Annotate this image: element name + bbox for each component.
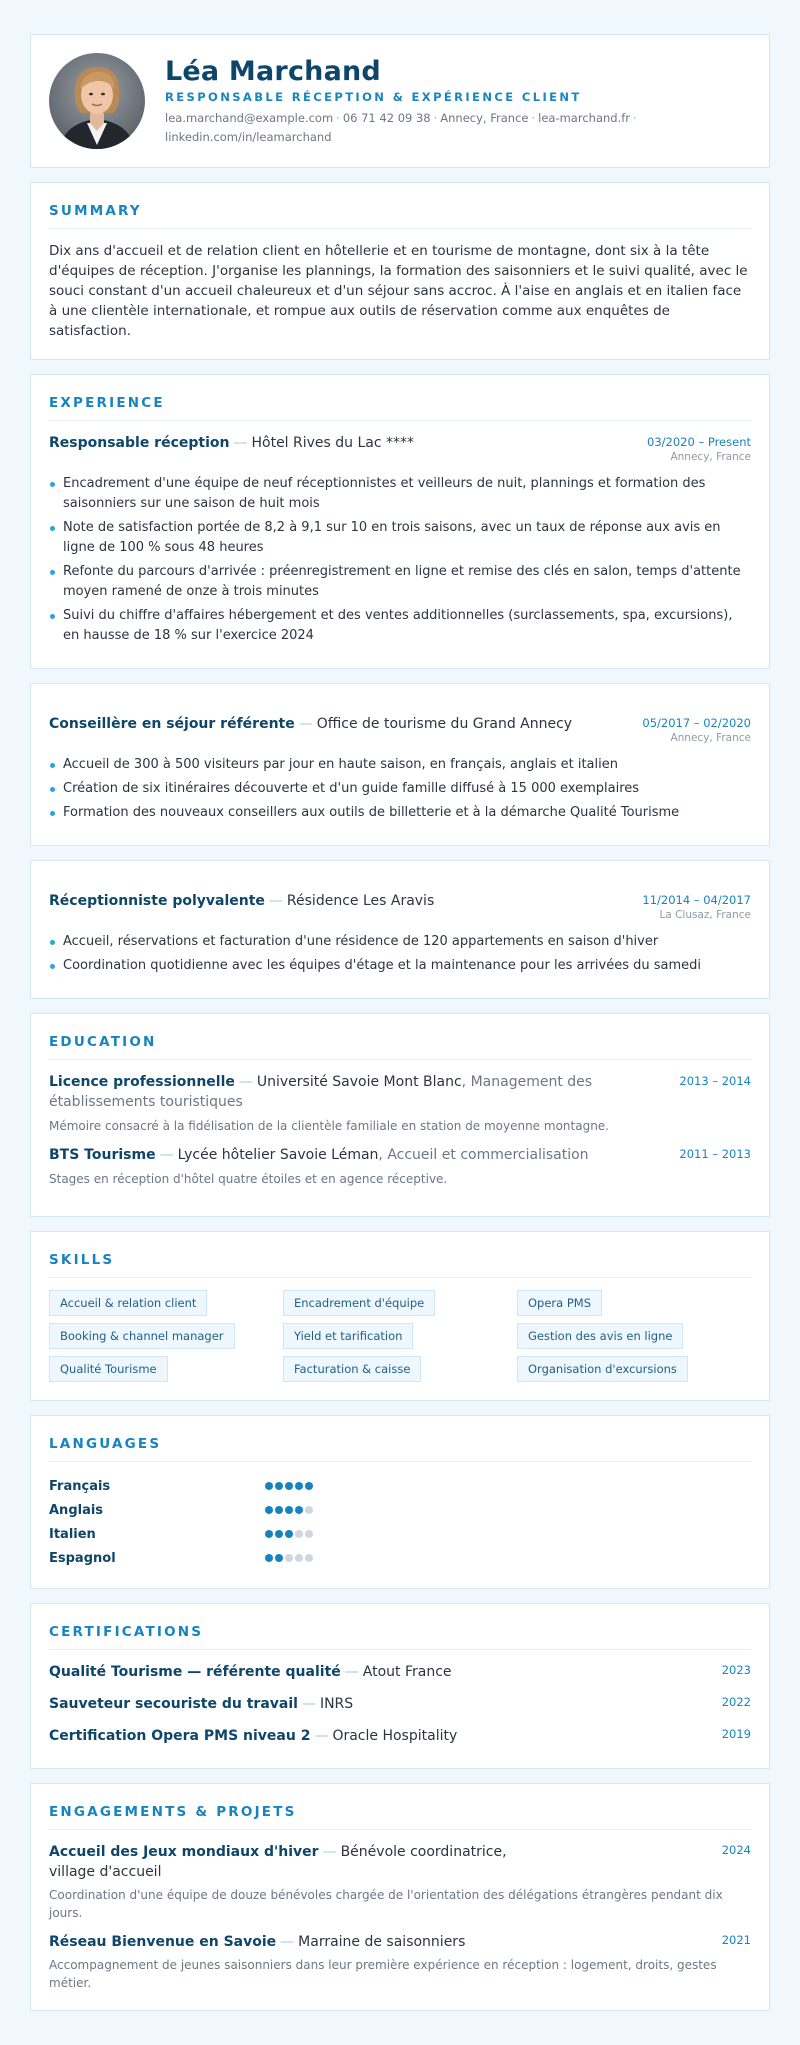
bullet-item: Refonte du parcours d'arrivée : préenregistrement en ligne et remise des clés en salon, temps d'attente moyen ramené de onze à trois minutes bbox=[49, 562, 751, 602]
certification-year: 2022 bbox=[721, 1695, 751, 1709]
level-dot-filled bbox=[265, 1506, 273, 1514]
certification-title-line bbox=[49, 1694, 353, 1714]
certification-title-line bbox=[49, 1726, 457, 1746]
bullet-item: Accueil de 300 à 500 visiteurs par jour en haute saison, en français, anglais et italien bbox=[49, 755, 751, 775]
person-name: Léa Marchand bbox=[165, 56, 381, 87]
education-note: Stages en réception d'hôtel quatre étoiles et en agence réceptive. bbox=[49, 1172, 448, 1186]
skills-section bbox=[30, 1231, 770, 1401]
skill-chip: Opera PMS bbox=[517, 1290, 602, 1316]
company-name: Hôtel Rives du Lac **** bbox=[251, 435, 415, 451]
project-name: Accueil des Jeux mondiaux d'hiver bbox=[49, 1844, 319, 1860]
education-head bbox=[49, 1072, 751, 1112]
avatar bbox=[49, 53, 145, 149]
project-name: Réseau Bienvenue en Savoie bbox=[49, 1934, 277, 1950]
language-row bbox=[49, 1522, 751, 1546]
bullet-item: Encadrement d'une équipe de neuf réceptionnistes et veilleurs de nuit, plannings et formation des saisonniers sur une saison de huit mois bbox=[49, 474, 751, 514]
project-note: Coordination d'une équipe de douze bénévoles chargée de l'orientation des délégations étrangères pendant dix jours. bbox=[49, 1888, 723, 1920]
skill-chip: Encadrement d'équipe bbox=[283, 1290, 435, 1316]
certification-issuer: INRS bbox=[319, 1696, 354, 1712]
section-title: EDUCATION bbox=[49, 1034, 751, 1060]
job-meta bbox=[642, 891, 751, 923]
certification-entry bbox=[49, 1662, 751, 1694]
job-meta bbox=[642, 714, 751, 746]
certification-name: Qualité Tourisme — référente qualité bbox=[49, 1664, 341, 1680]
education-entry bbox=[49, 1145, 751, 1188]
job-meta bbox=[647, 433, 751, 465]
education-section bbox=[30, 1013, 770, 1217]
experience-section bbox=[30, 374, 770, 669]
project-title-line bbox=[49, 1842, 549, 1882]
degree-name: BTS Tourisme bbox=[49, 1147, 156, 1163]
language-list bbox=[49, 1474, 751, 1570]
job-dates: 03/2020 – Present bbox=[647, 435, 751, 449]
field-of-study: Accueil et commercialisation bbox=[387, 1147, 589, 1163]
degree-name: Licence professionnelle bbox=[49, 1074, 235, 1090]
bullet-item: Formation des nouveaux conseillers aux outils de billetterie et à la démarche Qualité Tourisme bbox=[49, 803, 751, 823]
language-row bbox=[49, 1474, 751, 1498]
experience-card bbox=[30, 683, 770, 846]
section-title: CERTIFICATIONS bbox=[49, 1624, 751, 1650]
portrait-photo bbox=[49, 53, 145, 149]
language-name: Français bbox=[49, 1478, 111, 1494]
project-head bbox=[49, 1932, 751, 1952]
level-dot-filled bbox=[265, 1554, 273, 1562]
job-location: Annecy, France bbox=[670, 451, 751, 463]
project-entry bbox=[49, 1842, 751, 1922]
linkedin-link[interactable]: linkedin.com/in/leamarchand bbox=[165, 130, 332, 144]
school-name: Lycée hôtelier Savoie Léman bbox=[177, 1147, 379, 1163]
separator: — bbox=[298, 716, 313, 732]
separator: — bbox=[159, 1147, 174, 1163]
job-title-line bbox=[49, 714, 572, 734]
education-head bbox=[49, 1145, 751, 1165]
education-title-line bbox=[49, 1072, 609, 1112]
language-row bbox=[49, 1546, 751, 1570]
summary-text: Dix ans d'accueil et de relation client en hôtellerie et en tourisme de montagne, dont six à la tête d'équipes de réception. J'organise les plannings, la formation des saisonniers et le suivi qualité, avec le souci constant d'un accueil chaleureux et d'un séjour sans accroc. À l'aise en anglais et en italien face à une clientèle internationale, et rompue aux outils de réservation comme aux enquêtes de satisfaction. bbox=[49, 243, 748, 339]
job-bullets bbox=[49, 755, 751, 823]
project-title-line bbox=[49, 1932, 549, 1952]
education-title-line bbox=[49, 1145, 609, 1165]
section-title: EXPERIENCE bbox=[49, 395, 751, 421]
skills-grid bbox=[49, 1290, 751, 1382]
level-dot-empty bbox=[295, 1530, 303, 1538]
certification-entry bbox=[49, 1694, 751, 1726]
job-title: Responsable réception bbox=[49, 435, 230, 451]
job-location: La Clusaz, France bbox=[659, 909, 751, 921]
job-location: Annecy, France bbox=[670, 732, 751, 744]
project-year: 2021 bbox=[721, 1933, 751, 1947]
level-dot-filled bbox=[295, 1482, 303, 1490]
separator: · bbox=[433, 111, 438, 125]
separator: — bbox=[322, 1844, 337, 1860]
job-bullets bbox=[49, 932, 751, 976]
location: Annecy, France bbox=[440, 111, 529, 125]
separator: · bbox=[531, 111, 536, 125]
job-role: RESPONSABLE RÉCEPTION & EXPÉRIENCE CLIENT bbox=[165, 90, 582, 104]
certification-year: 2023 bbox=[721, 1663, 751, 1677]
job-entry bbox=[49, 714, 751, 746]
skill-chip: Accueil & relation client bbox=[49, 1290, 207, 1316]
skill-chip: Yield et tarification bbox=[283, 1323, 413, 1349]
level-dot-filled bbox=[285, 1482, 293, 1490]
job-dates: 11/2014 – 04/2017 bbox=[642, 893, 751, 907]
skill-chip: Gestion des avis en ligne bbox=[517, 1323, 683, 1349]
language-name: Anglais bbox=[49, 1502, 104, 1518]
certification-issuer: Oracle Hospitality bbox=[332, 1728, 458, 1744]
level-dot-filled bbox=[285, 1530, 293, 1538]
level-dot-filled bbox=[275, 1554, 283, 1562]
school-name: Université Savoie Mont Blanc bbox=[256, 1074, 462, 1090]
job-title-line bbox=[49, 433, 414, 453]
project-role: Bénévole coordinatrice, village d'accueil bbox=[49, 1844, 507, 1880]
company-name: Office de tourisme du Grand Annecy bbox=[316, 716, 573, 732]
website-link[interactable]: lea-marchand.fr bbox=[538, 111, 631, 125]
certification-title-line bbox=[49, 1662, 452, 1682]
level-dot-filled bbox=[275, 1482, 283, 1490]
level-dot-filled bbox=[275, 1506, 283, 1514]
job-title: Réceptionniste polyvalente bbox=[49, 893, 265, 909]
skill-chip: Organisation d'excursions bbox=[517, 1356, 688, 1382]
level-dot-empty bbox=[295, 1554, 303, 1562]
job-bullets bbox=[49, 474, 751, 646]
section-title: SKILLS bbox=[49, 1252, 751, 1278]
language-level-dots bbox=[265, 1506, 315, 1514]
language-level-dots bbox=[265, 1530, 315, 1538]
experience-card bbox=[30, 860, 770, 999]
section-title: ENGAGEMENTS & PROJETS bbox=[49, 1804, 751, 1830]
separator: — bbox=[344, 1664, 359, 1680]
job-entry bbox=[49, 891, 751, 923]
level-dot-empty bbox=[305, 1530, 313, 1538]
language-name: Italien bbox=[49, 1526, 96, 1542]
profile-header bbox=[30, 34, 770, 168]
language-level-dots bbox=[265, 1482, 315, 1490]
certification-issuer: Atout France bbox=[362, 1664, 452, 1680]
certification-name: Certification Opera PMS niveau 2 bbox=[49, 1728, 311, 1744]
bullet-item: Accueil, réservations et facturation d'une résidence de 120 appartements en saison d'hiver bbox=[49, 932, 751, 952]
certification-entry bbox=[49, 1726, 751, 1750]
comma: , bbox=[461, 1074, 471, 1090]
bullet-item: Coordination quotidienne avec les équipes d'étage et la maintenance pour les arrivées du samedi bbox=[49, 956, 751, 976]
education-meta bbox=[679, 1145, 751, 1162]
skill-chip: Booking & channel manager bbox=[49, 1323, 235, 1349]
email-link[interactable]: lea.marchand@example.com bbox=[165, 111, 334, 125]
summary-section bbox=[30, 182, 770, 360]
section-title: LANGUAGES bbox=[49, 1436, 751, 1462]
certification-name: Sauveteur secouriste du travail bbox=[49, 1696, 298, 1712]
phone-number[interactable]: 06 71 42 09 38 bbox=[342, 111, 431, 125]
level-dot-empty bbox=[305, 1554, 313, 1562]
separator: — bbox=[301, 1696, 316, 1712]
language-level-dots bbox=[265, 1554, 315, 1562]
level-dot-filled bbox=[295, 1506, 303, 1514]
education-note: Mémoire consacré à la fidélisation de la clientèle familiale en station de moyenne montagne. bbox=[49, 1119, 609, 1133]
education-meta bbox=[679, 1072, 751, 1089]
level-dot-empty bbox=[305, 1506, 313, 1514]
project-head bbox=[49, 1842, 751, 1882]
level-dot-filled bbox=[265, 1530, 273, 1538]
project-note: Accompagnement de jeunes saisonniers dans leur première expérience en réception : logement, droits, gestes métier. bbox=[49, 1958, 717, 1990]
project-role: Marraine de saisonniers bbox=[298, 1934, 466, 1950]
job-title-line bbox=[49, 891, 434, 911]
level-dot-filled bbox=[305, 1482, 313, 1490]
languages-section bbox=[30, 1415, 770, 1589]
separator: — bbox=[233, 435, 248, 451]
language-name: Espagnol bbox=[49, 1550, 116, 1566]
project-year: 2024 bbox=[721, 1843, 751, 1857]
bullet-item: Suivi du chiffre d'affaires hébergement et des ventes additionnelles (surclassements, spa, excursions), en hausse de 18 % sur l'exercice 2024 bbox=[49, 606, 751, 646]
header-text bbox=[165, 55, 640, 147]
skill-chip: Qualité Tourisme bbox=[49, 1356, 168, 1382]
level-dot-empty bbox=[285, 1554, 293, 1562]
job-dates: 05/2017 – 02/2020 bbox=[642, 716, 751, 730]
education-dates: 2011 – 2013 bbox=[679, 1147, 751, 1161]
contact-line bbox=[165, 109, 640, 147]
separator: — bbox=[268, 893, 283, 909]
separator: · bbox=[633, 111, 637, 125]
separator: — bbox=[238, 1074, 253, 1090]
skill-chip: Facturation & caisse bbox=[283, 1356, 421, 1382]
level-dot-filled bbox=[275, 1530, 283, 1538]
level-dot-filled bbox=[285, 1506, 293, 1514]
separator: — bbox=[314, 1728, 329, 1744]
company-name: Résidence Les Aravis bbox=[286, 893, 435, 909]
education-entry bbox=[49, 1072, 751, 1135]
job-entry bbox=[49, 433, 751, 465]
separator: — bbox=[280, 1934, 295, 1950]
field-of-study: Management des établissements touristiques bbox=[49, 1074, 593, 1110]
certifications-section bbox=[30, 1603, 770, 1769]
projects-section bbox=[30, 1783, 770, 2011]
separator: · bbox=[336, 111, 340, 125]
bullet-item: Note de satisfaction portée de 8,2 à 9,1 sur 10 en trois saisons, avec un taux de réponse aux avis en ligne de 100 % sous 48 heures bbox=[49, 518, 751, 558]
comma: , bbox=[378, 1147, 388, 1163]
job-title: Conseillère en séjour référente bbox=[49, 716, 295, 732]
level-dot-filled bbox=[265, 1482, 273, 1490]
bullet-item: Création de six itinéraires découverte et d'un guide famille diffusé à 15 000 exemplaires bbox=[49, 779, 751, 799]
certification-year: 2019 bbox=[721, 1727, 751, 1741]
language-row bbox=[49, 1498, 751, 1522]
section-title: SUMMARY bbox=[49, 203, 751, 229]
education-dates: 2013 – 2014 bbox=[679, 1074, 751, 1088]
project-entry bbox=[49, 1932, 751, 1992]
